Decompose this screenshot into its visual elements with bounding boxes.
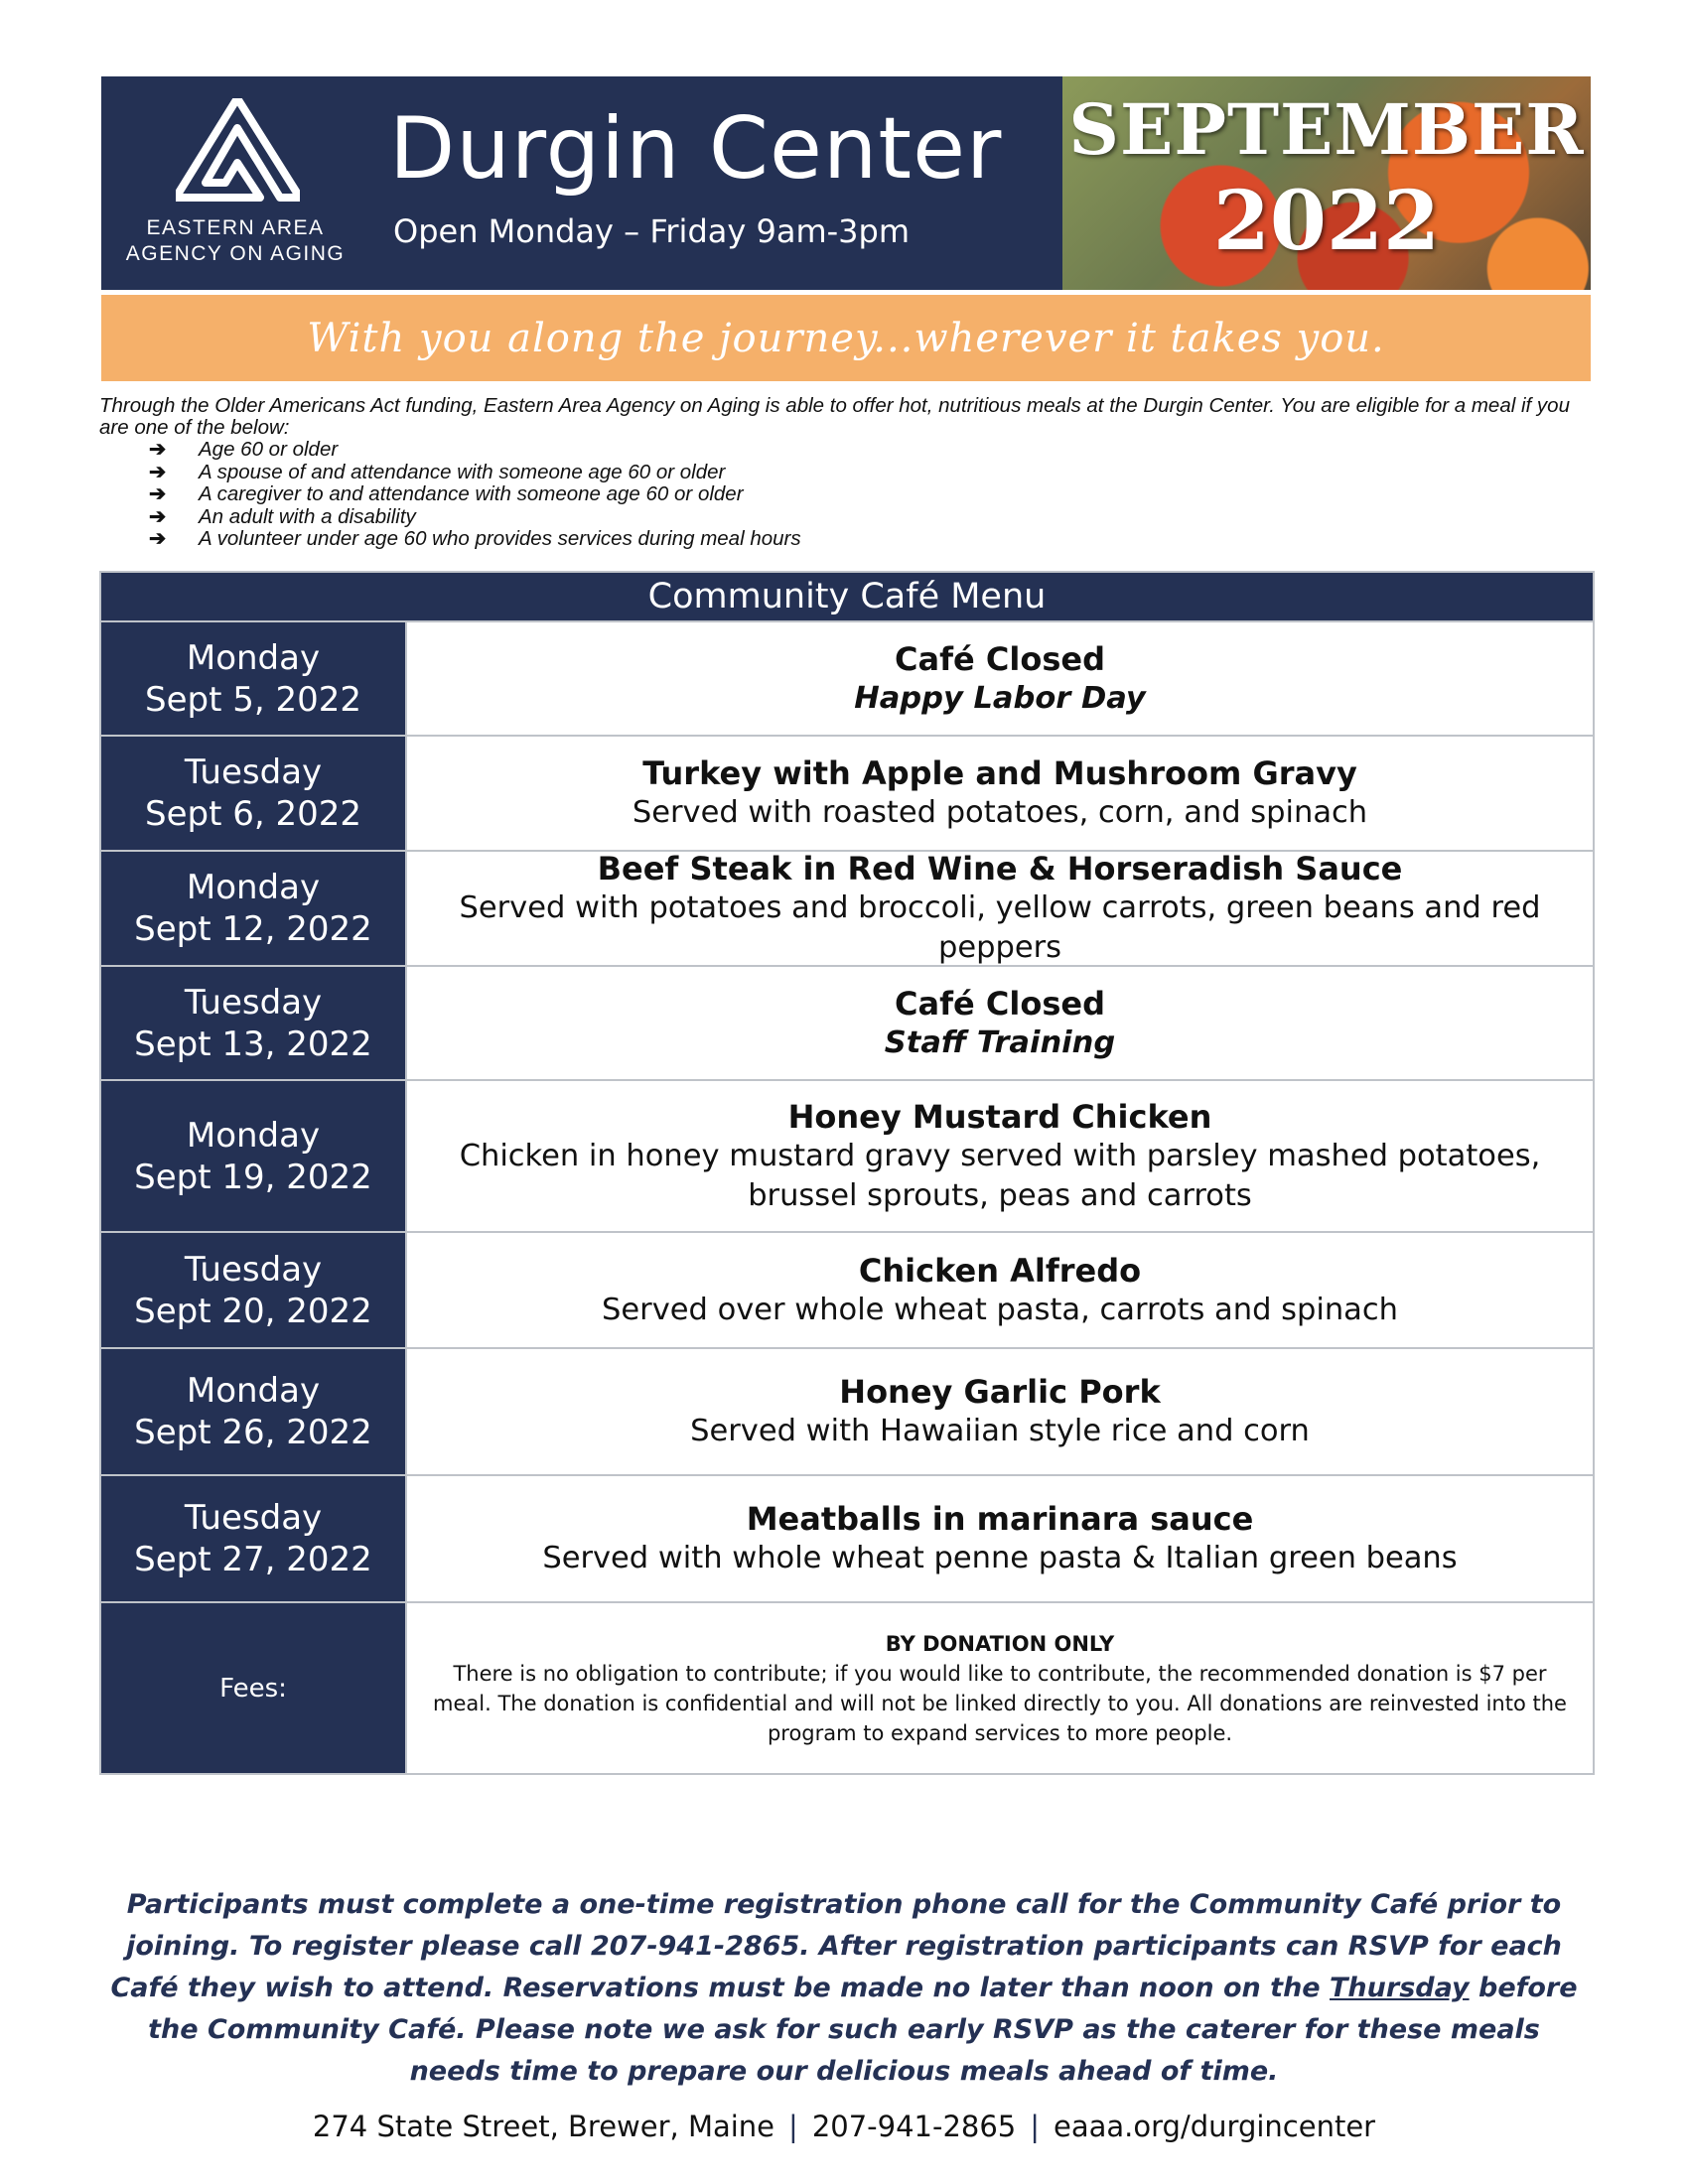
footer-separator: | [1030, 2110, 1041, 2143]
date-cell [101, 1233, 407, 1347]
fees-text: There is no obligation to contribute; if you would like to contribute, the recommended donation is $7 per meal. The donation is confidential and will not be linked directly to you. All donations are reinvested into the program to expand services to more people. [433, 1661, 1567, 1745]
date-label: Sept 13, 2022 [134, 1024, 372, 1064]
footer-separator: | [788, 2110, 798, 2143]
day-label: Tuesday [184, 752, 323, 792]
arrow-icon: ➔ [149, 527, 167, 550]
meal-cell [407, 1081, 1593, 1231]
table-row [101, 735, 1593, 850]
meal-name: Café Closed [895, 984, 1105, 1023]
eligibility-item-text: A caregiver to and attendance with someone age 60 or older [199, 482, 744, 505]
date-label: Sept 19, 2022 [134, 1157, 372, 1197]
date-label: Sept 26, 2022 [134, 1413, 372, 1452]
day-label: Monday [186, 1371, 321, 1411]
list-item [149, 439, 1599, 462]
tagline-bar [101, 295, 1591, 381]
meal-cell [407, 852, 1593, 965]
eligibility-list [99, 439, 1599, 551]
meal-detail: Served with Hawaiian style rice and corn [690, 1414, 1310, 1448]
footer-phone: 207-941-2865 [811, 2110, 1017, 2143]
month-label: SEPTEMBER [1068, 88, 1585, 171]
meal-detail: Served with potatoes and broccoli, yellow carrots, green beans and red peppers [459, 890, 1541, 965]
day-label: Monday [186, 868, 321, 907]
notice-text-part1: Participants must complete a one-time registration phone call for the Community Café prior to joining. To register please call 207-941-2865. After registration participants can RSVP for each Café they wish to attend. Reservations must be made no later than noon on the [110, 1889, 1562, 2003]
cafe-menu-table [99, 571, 1595, 1775]
arrow-icon: ➔ [149, 460, 167, 483]
agency-name [101, 215, 369, 267]
meal-detail: Chicken in honey mustard gravy served with parsley mashed potatoes, [459, 1138, 1541, 1173]
notice-underlined-day: Thursday [1330, 1973, 1470, 2003]
date-label: Sept 27, 2022 [134, 1540, 372, 1579]
hours-text: Open Monday – Friday 9am-3pm [393, 212, 910, 250]
tagline: With you along the journey...wherever it takes you. [307, 315, 1385, 361]
footer-address: 274 State Street, Brewer, Maine [312, 2110, 775, 2143]
intro-text: Through the Older Americans Act funding, Eastern Area Agency on Aging is able to offer hot, nutritious meals at the Durgin Center. You are eligible for a meal if you are one of the below: [99, 394, 1570, 439]
date-label: Sept 20, 2022 [134, 1291, 372, 1331]
agency-logo [101, 76, 369, 290]
page-title: Durgin Center [389, 99, 1003, 199]
table-row [101, 1231, 1593, 1347]
fees-row [101, 1601, 1593, 1773]
date-cell [101, 737, 407, 850]
mountain-logo-icon [176, 98, 300, 203]
eligibility-intro [99, 395, 1599, 551]
table-row [101, 850, 1593, 965]
agency-name-line1: EASTERN AREA [146, 216, 325, 239]
list-item [149, 462, 1599, 484]
table-row [101, 1474, 1593, 1601]
date-cell [101, 852, 407, 965]
table-row [101, 965, 1593, 1079]
month-banner [1062, 76, 1591, 290]
table-row [101, 1079, 1593, 1231]
footer-website: eaaa.org/durgincenter [1054, 2110, 1376, 2143]
day-label: Tuesday [184, 1249, 323, 1290]
eligibility-item-text: Age 60 or older [199, 438, 339, 461]
list-item [149, 528, 1599, 551]
menu-title: Community Café Menu [101, 573, 1593, 620]
date-label: Sept 5, 2022 [145, 679, 361, 720]
notice-text-part2: before the Community Café. Please note we ask for such early RSVP as the caterer for these meals needs time to prepare our delicious meals ahead of time. [148, 1973, 1578, 2087]
day-label: Monday [186, 637, 321, 678]
date-cell [101, 1476, 407, 1601]
meal-cell [407, 1233, 1593, 1347]
meal-name: Honey Garlic Pork [839, 1373, 1161, 1411]
meal-detail: Served with roasted potatoes, corn, and spinach [632, 795, 1368, 830]
arrow-icon: ➔ [149, 504, 167, 528]
meal-name: Meatballs in marinara sauce [746, 1500, 1254, 1538]
fees-label-cell [101, 1603, 407, 1773]
meal-cell [407, 622, 1593, 735]
registration-notice [99, 1884, 1589, 2093]
date-label: Sept 6, 2022 [145, 794, 361, 834]
title-block [389, 76, 1154, 290]
fees-label: Fees: [219, 1673, 287, 1704]
fees-cell [407, 1603, 1593, 1773]
meal-name: Café Closed [895, 639, 1105, 678]
eligibility-item-text: A spouse of and attendance with someone age 60 or older [199, 460, 726, 483]
eligibility-item-text: A volunteer under age 60 who provides services during meal hours [199, 527, 801, 550]
table-row [101, 1347, 1593, 1474]
arrow-icon: ➔ [149, 482, 167, 505]
footer [0, 2110, 1688, 2143]
date-cell [101, 622, 407, 735]
date-cell [101, 1081, 407, 1231]
meal-detail: Happy Labor Day [854, 680, 1146, 716]
header-banner [101, 76, 1591, 290]
meal-name: Honey Mustard Chicken [787, 1097, 1212, 1136]
eligibility-item-text: An adult with a disability [199, 504, 416, 528]
day-label: Tuesday [184, 982, 323, 1023]
table-row [101, 620, 1593, 735]
meal-detail: Staff Training [884, 1024, 1116, 1060]
meal-name: Chicken Alfredo [858, 1251, 1142, 1290]
day-label: Tuesday [184, 1498, 323, 1538]
year-label: 2022 [1212, 174, 1441, 269]
meal-cell [407, 737, 1593, 850]
meal-cell [407, 1476, 1593, 1601]
date-cell [101, 967, 407, 1079]
meal-cell [407, 967, 1593, 1079]
date-label: Sept 12, 2022 [134, 909, 372, 949]
date-cell [101, 1349, 407, 1474]
meal-detail: Served over whole wheat pasta, carrots and spinach [602, 1292, 1398, 1327]
meal-name: Beef Steak in Red Wine & Horseradish Sauce [597, 850, 1403, 887]
meal-cell [407, 1349, 1593, 1474]
list-item [149, 483, 1599, 506]
day-label: Monday [186, 1115, 321, 1156]
meal-detail: Served with whole wheat penne pasta & Italian green beans [542, 1541, 1458, 1575]
meal-name: Turkey with Apple and Mushroom Gravy [642, 754, 1357, 792]
fees-heading: BY DONATION ONLY [885, 1631, 1115, 1656]
arrow-icon: ➔ [149, 438, 167, 461]
list-item [149, 506, 1599, 529]
agency-name-line2: AGENCY ON AGING [125, 242, 346, 265]
meal-detail-line2: brussel sprouts, peas and carrots [748, 1177, 1252, 1213]
